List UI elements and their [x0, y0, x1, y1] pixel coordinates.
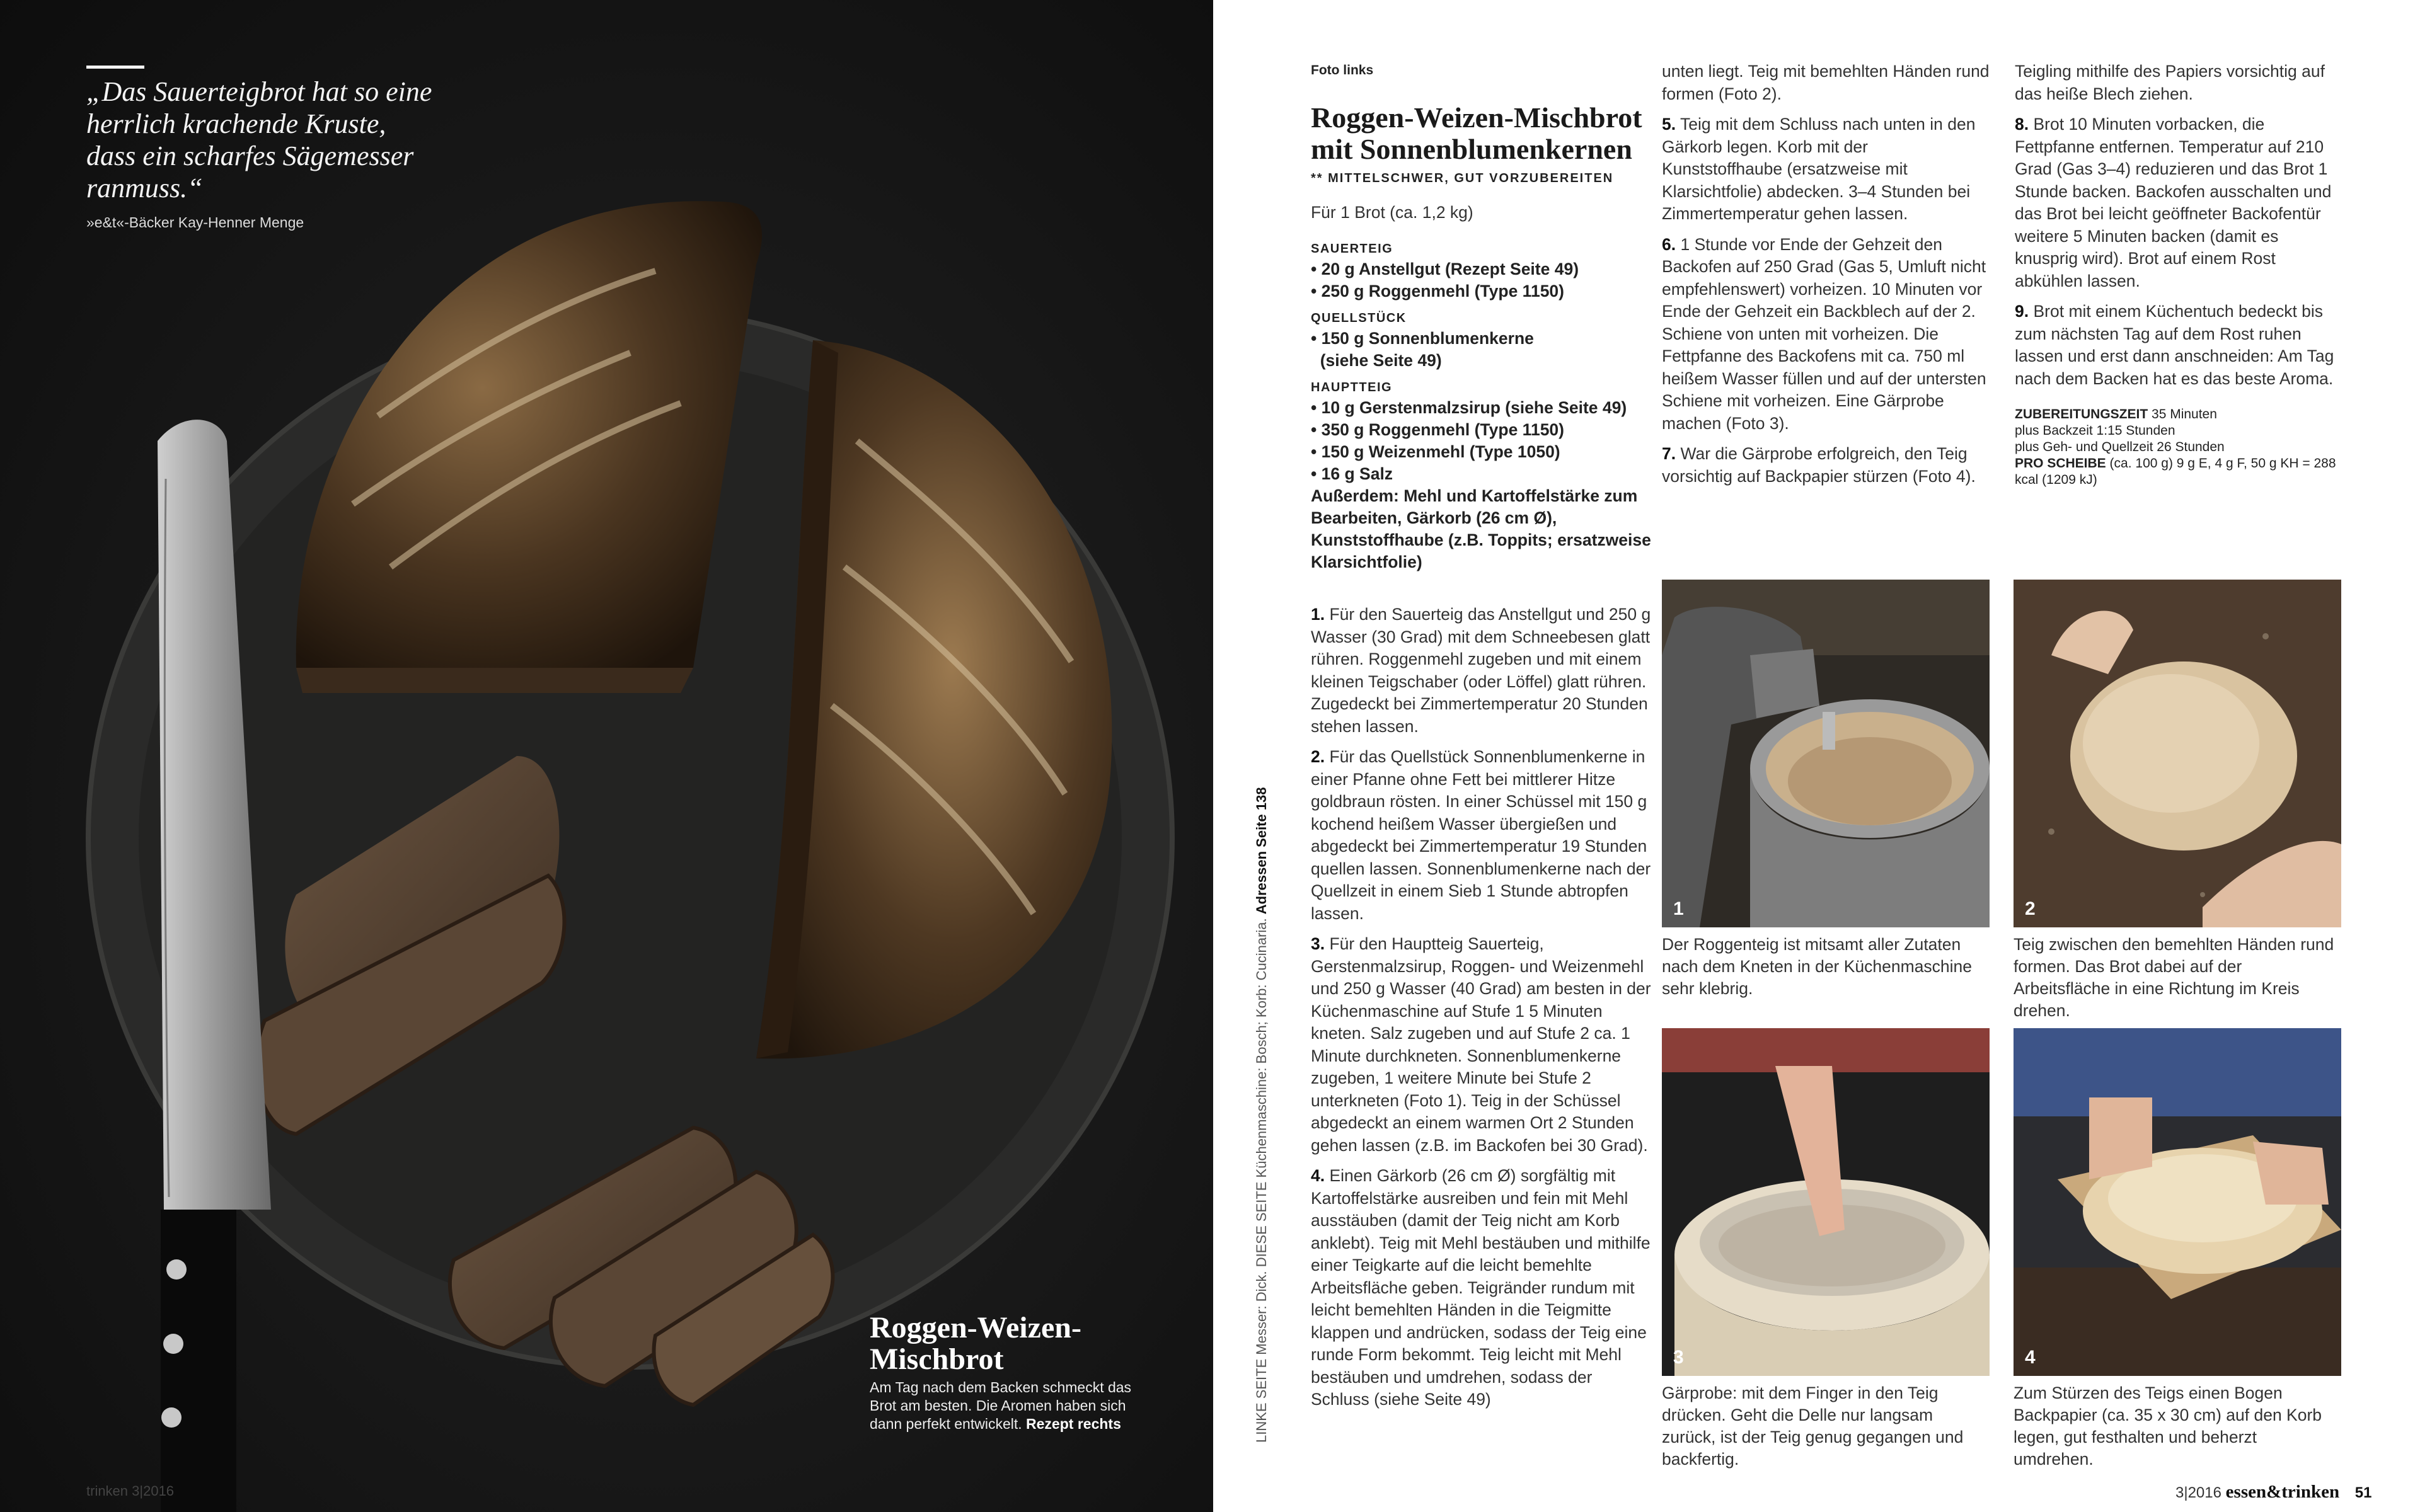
step-text: Brot mit einem Küchentuch bedeckt bis zum nächsten Tag auf dem Rost ruhen lassen und erst dann anschneiden: Am Tag nach dem Backen hat es das beste Aroma. [2015, 302, 2334, 388]
step-text: Für den Sauerteig das Anstellgut und 250 g Wasser (30 Grad) mit dem Schneebesen glatt rühren. Roggenmehl zugeben und mit einem kleinen Teigschaber (oder Löffel) glatt rühren. Zugedeckt bei Zimmertemperatur 20 Stunden stehen lassen. [1311, 605, 1651, 736]
ingredient-item: • 16 g Salz [1311, 464, 1393, 483]
photo-caption-1: Der Roggenteig ist mitsamt aller Zutaten nach dem Kneten in der Küchenmaschine sehr klebrig. [1662, 935, 1973, 998]
recipe-title: Roggen-Weizen-Mischbrot mit Sonnenblumenkernen [1311, 101, 1642, 165]
page-footer [2175, 1482, 2371, 1503]
photo-number: 1 [1673, 898, 1684, 919]
step-text: Für den Hauptteig Sauerteig, Gerstenmalzsirup, Roggen- und Weizenmehl und 250 g Wasser (40 Grad) am besten in der Küchenmaschine auf Stufe 1 5 Minuten kneten. Salz zugeben und auf Stufe 2 ca. 1 Minute durchkneten. Sonnenblumenkerne zugeben, 1 weitere Minute bei Stufe 2 unterkneten (Foto 1). Teig in der Schüssel abgedeckt an einem warmen Ort 2 Stunden gehen lassen (z.B. im Backofen bei 30 Grad). [1311, 934, 1651, 1155]
pull-quote: „Das Sauerteigbrot hat so eine herrlich krachende Kruste, dass ein scharfes Sägemesser ranmuss.“ [86, 76, 432, 203]
steps-column-3 [2015, 60, 2342, 398]
step-number: 9. [2015, 302, 2029, 321]
step-photo-3 [1662, 1028, 1990, 1376]
step-number: 1. [1311, 605, 1325, 624]
photo-caption-4: Zum Stürzen des Teigs einen Bogen Backpapier (ca. 35 x 30 cm) auf den Korb legen, gut festhalten und beherzt umdrehen. [2014, 1383, 2322, 1469]
left-folio: trinken 3|2016 [86, 1483, 175, 1499]
per-slice-label: PRO SCHEIBE [2015, 456, 2106, 471]
photo-reference: Foto links [1311, 63, 1374, 77]
step [1311, 604, 1651, 738]
finger-test-photo [1662, 1028, 1990, 1376]
ingredients-list [1311, 233, 1664, 573]
step-number: 6. [1662, 234, 1676, 254]
ingredient-item: (siehe Seite 49) [1311, 351, 1442, 370]
ingredient-item: • 250 g Roggenmehl (Type 1150) [1311, 282, 1564, 301]
photo-number: 4 [2025, 1347, 2036, 1368]
side-credit-text: LINKE SEITE Messer: Dick. DIESE SEITE Küchenmaschine: Bosch; Korb: Cucinaria. [1253, 918, 1269, 1443]
step-number: 8. [2015, 115, 2029, 134]
turning-out-photo [2014, 1028, 2341, 1376]
step [2015, 301, 2342, 390]
issue-number: 3|2016 [2175, 1484, 2221, 1501]
step [1311, 746, 1651, 925]
step [1662, 234, 1993, 435]
step [1662, 113, 1993, 226]
mixer-photo [1662, 580, 1990, 927]
recipe-yield: Für 1 Brot (ca. 1,2 kg) [1311, 203, 1473, 222]
step-text: Teigling mithilfe des Papiers vorsichtig auf das heiße Blech ziehen. [2015, 62, 2325, 103]
prep-value: 35 Minuten [2152, 407, 2217, 421]
step-text: unten liegt. Teig mit bemehlten Händen rund formen (Foto 2). [1662, 62, 1990, 103]
ingredient-group [1311, 378, 1664, 485]
step-photo-4 [2014, 1028, 2341, 1376]
ingredient-item: • 20 g Anstellgut (Rezept Seite 49) [1311, 260, 1579, 278]
ingredient-group [1311, 239, 1664, 302]
ingredient-group-heading: HAUPTTEIG [1311, 381, 1393, 394]
step [2015, 113, 2342, 292]
step-number: 2. [1311, 747, 1325, 766]
photo-caption-3: Gärprobe: mit dem Finger in den Teig drücken. Geht die Delle nur langsam zurück, ist der Teig genug gegangen und backfertig. [1662, 1383, 1964, 1469]
step [1311, 1165, 1651, 1411]
quote-rule [86, 66, 144, 69]
photo-caption-link: Rezept rechts [1026, 1416, 1121, 1432]
step-text: War die Gärprobe erfolgreich, den Teig vorsichtig auf Backpapier stürzen (Foto 4). [1662, 444, 1976, 486]
ingredient-extras: Außerdem: Mehl und Kartoffelstärke zum Bearbeiten, Gärkorb (26 cm Ø), Kunststoffhaube (z.B. Toppits; ersatzweise Klarsichtfolie) [1311, 486, 1651, 571]
step [1662, 443, 1993, 488]
photo-number: 3 [1673, 1347, 1684, 1368]
step-number: 5. [1662, 115, 1676, 134]
step-number: 3. [1311, 934, 1325, 953]
side-credit [1253, 787, 1270, 1443]
ingredient-item: • 150 g Weizenmehl (Type 1050) [1311, 442, 1560, 461]
step [1311, 933, 1651, 1157]
ingredient-item: • 10 g Gerstenmalzsirup (siehe Seite 49) [1311, 398, 1627, 417]
ingredient-group [1311, 309, 1664, 372]
rise-time: plus Geh- und Quellzeit 26 Stunden [2015, 440, 2225, 454]
per-slice-value: (ca. 100 g) 9 g E, 4 g F, 50 g KH = 288 kcal (1209 kJ) [2015, 456, 2336, 487]
step-text: Einen Gärkorb (26 cm Ø) sorgfältig mit Kartoffelstärke ausreiben und fein mit Mehl ausstäuben (damit der Teig nicht am Korb anklebt). Teig mit Mehl bestäuben und mithilfe einer Teigkarte auf die leicht bemehlte Arbeitsfläche geben. Teigränder rundum mit leicht bemehlten Händen in die Teigmitte klappen und andrücken, sodass der Teig eine runde Form bekommt. Teig leicht mit Mehl bestäuben und umdrehen, sodass der Schluss (siehe Seite 49) [1311, 1166, 1651, 1409]
side-credit-address: Adressen Seite 138 [1253, 787, 1269, 915]
photo-caption [870, 1378, 1134, 1433]
step [1662, 60, 1993, 105]
ingredient-item: • 150 g Sonnenblumenkerne [1311, 329, 1534, 348]
step-text: Teig mit dem Schluss nach unten in den Gärkorb legen. Korb mit der Kunststoffhaube (ersatzweise mit Klarsichtfolie) abdecken. 3–4 Stunden bei Zimmertemperatur gehen lassen. [1662, 115, 1976, 223]
step-text: 1 Stunde vor Ende der Gehzeit den Backofen auf 250 Grad (Gas 5, Umluft nicht empfehlenswert) vorheizen. 10 Minuten vor Ende der Gehzeit ein Backblech auf der 2. Schiene von unten mit vorheizen. Die Fettpfanne des Backofens mit ca. 750 ml heißem Wasser füllen und auf der untersten Schiene mit vorheizen. Eine Gärprobe machen (Foto 3). [1662, 234, 1986, 433]
photo-number: 2 [2025, 898, 2036, 919]
photo-caption-2: Teig zwischen den bemehlten Händen rund formen. Das Brot dabei auf der Arbeitsfläche in eine Richtung im Kreis drehen. [2014, 935, 2334, 1020]
step-text: Brot 10 Minuten vorbacken, die Fettpfanne entfernen. Temperatur auf 210 Grad (Gas 3–4) reduzieren und das Brot 1 Stunde backen. Backofen ausschalten und das Brot bei leicht geöffneter Backofentür weitere 5 Minuten backen (damit es knusprig wird). Brot auf einem Rost abkühlen lassen. [2015, 115, 2332, 290]
steps-column-2 [1662, 60, 1993, 496]
ingredient-group-heading: QUELLSTÜCK [1311, 311, 1407, 325]
steps-column-1 [1311, 604, 1651, 1419]
quote-attribution: »e&t«-Bäcker Kay-Henner Menge [86, 214, 304, 231]
bake-time: plus Backzeit 1:15 Stunden [2015, 423, 2175, 438]
shaping-photo [2014, 580, 2341, 927]
step [2015, 60, 2342, 105]
recipe-meta [2015, 406, 2342, 488]
step-text: Für das Quellstück Sonnenblumenkerne in einer Pfanne ohne Fett bei mittlerer Hitze goldbraun rösten. In einer Schüssel mit 150 g kochend heißem Wasser übergießen und abgedeckt bei Zimmertemperatur 19 Stunden quellen lassen. Sonnenblumenkerne nach der Quellzeit in einem Sieb 1 Stunde abtropfen lassen. [1311, 747, 1651, 923]
step-number: 4. [1311, 1166, 1325, 1185]
ingredient-item: • 350 g Roggenmehl (Type 1150) [1311, 420, 1564, 439]
difficulty-label: ** MITTELSCHWER, GUT VORZUBEREITEN [1311, 171, 1614, 185]
step-photo-1 [1662, 580, 1990, 927]
photo-caption-text: Am Tag nach dem Backen schmeckt das Brot am besten. Die Aromen haben sich dann perfekt entwickelt. [870, 1379, 1132, 1432]
ingredient-group-heading: SAUERTEIG [1311, 242, 1393, 256]
photo-title: Roggen-Weizen-Mischbrot [870, 1311, 1081, 1376]
step-number: 7. [1662, 444, 1676, 463]
magazine-brand: essen&trinken [2225, 1482, 2340, 1502]
step-photo-2 [2014, 580, 2341, 927]
prep-label: ZUBEREITUNGSZEIT [2015, 407, 2148, 421]
page-number: 51 [2354, 1484, 2372, 1501]
